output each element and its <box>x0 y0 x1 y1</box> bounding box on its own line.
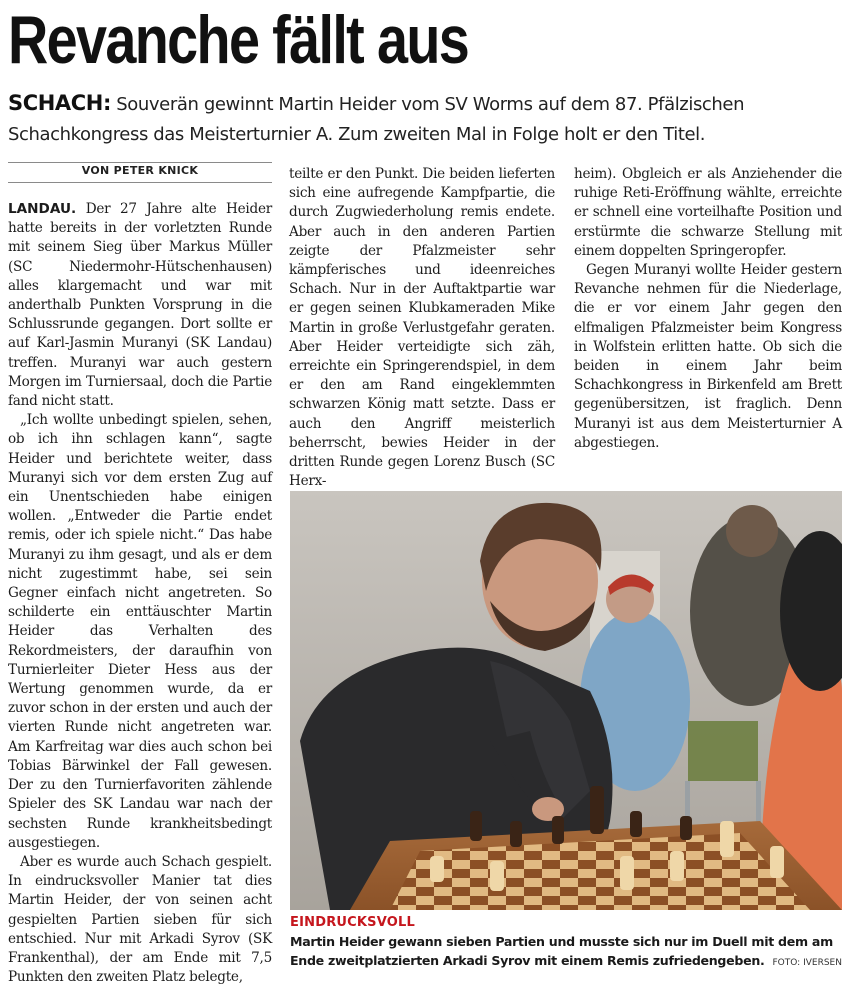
byline-rule-top <box>8 162 272 163</box>
paragraph-text: Der 27 Jahre alte Heider hatte bereits in der vorletzten Runde mit seinem Sieg über Markus Müller (SC Niedermohr-Hütschenhausen) alles klargemacht und war mit anderthalb Punkten Vorsprung in die Schlussrunde gegangen. Dort sollte er auf Karl-Jasmin Muranyi (SK Landau) treffen. Muranyi war auch gestern Morgen im Turniersaal, doch die Partie fand nicht statt. <box>8 201 272 410</box>
caption-text: Martin Heider gewann sieben Partien und musste sich nur im Duell mit dem am Ende zweitplatzierten Arkadi Syrov mit einem Remis zufriedengeben. <box>290 934 833 968</box>
dateline: LANDAU. <box>8 201 77 217</box>
article-column-1 <box>8 200 272 987</box>
subheadline-kicker: SCHACH: <box>8 91 111 115</box>
paragraph: Aber es wurde auch Schach gespielt. In eindrucksvoller Manier tat dies Martin Heider, der von seinen acht gespielten Partien sieben für sich entschied. Nur mit Arkadi Syrov (SK Frankenthal), der am Ende mit 7,5 Punkten den zweiten Platz belegte, <box>8 853 272 986</box>
chess-photo <box>290 491 842 910</box>
paragraph: Gegen Muranyi wollte Heider gestern Revanche nehmen für die Niederlage, die er vor einem Jahr gegen den elfmaligen Pfalzmeister beim Kongress in Wolfstein erlitten hatte. Ob sich die beiden in einem Jahr beim Schachkongress in Birkenfeld am Brett gegenübersitzen, ist fraglich. Denn Muranyi ist aus dem Meisterturnier A abgestiegen. <box>574 262 842 451</box>
subheadline-text-1: Souverän gewinnt Martin Heider vom SV Worms auf dem 87. Pfälzischen <box>116 94 745 115</box>
caption-kicker: EINDRUCKSVOLL <box>290 915 415 930</box>
subheadline <box>8 88 844 150</box>
article-column-2 <box>289 165 555 491</box>
photo-caption <box>290 932 846 973</box>
article-column-3 <box>574 165 842 453</box>
chess-player-illustration <box>290 491 842 910</box>
paragraph <box>8 200 272 411</box>
paragraph: „Ich wollte unbedingt spielen, sehen, ob ich ihn schlagen kann“, sagte Heider und berichtete weiter, dass Muranyi sich vor dem ersten Zug auf ein Unentschieden habe einigen wollen. „Entweder die Partie endet remis, oder ich spiele nicht.“ Das habe Muranyi zu ihm gesagt, und als er dem nicht zugestimmt habe, sei sein Gegner einfach nicht angetreten. So schilderte ein enttäuschter Martin Heider das Verhalten des Rekordmeisters, der daraufhin von Turnierleiter Dieter Hess aus der Wertung genommen wurde, da er zuvor schon in der ersten und auch der vierten Runde nicht angetreten war. Am Karfreitag war dies auch schon bei Tobias Bärwinkel der Fall gewesen. Der zu den Turnierfavoriten zählende Spieler des SK Landau war nach der sechsten Runde krankheitsbedingt ausgestiegen. <box>8 412 272 851</box>
paragraph: heim). Obgleich er als Anziehender die ruhige Reti-Eröffnung wählte, erreichte er schnell eine vorteilhafte Position und erstürmte die schwarze Stellung mit einem doppelten Springeropfer. <box>574 166 842 259</box>
paragraph: teilte er den Punkt. Die beiden lieferten sich eine aufregende Kampfpartie, die durch Zugwiederholung remis endete. Aber auch in den anderen Partien zeigte der Pfalzmeister sehr kämpferisches und ideenreiches Schach. Nur in der Auftaktpartie war er gegen seinen Klubkameraden Mike Martin in große Verlustgefahr geraten. Aber Heider verteidigte sich zäh, erreichte ein Springerendspiel, in dem er den am Rand eingeklemmten schwarzen König matt setzte. Dass er auch den Angriff meisterlich beherrscht, bewies Heider in der dritten Runde gegen Lorenz Busch (SC Herx- <box>289 166 555 490</box>
photo-credit: FOTO: IVERSEN <box>772 958 842 968</box>
byline-rule-bottom <box>8 182 272 183</box>
byline: VON PETER KNICK <box>81 164 199 177</box>
headline: Revanche fällt aus <box>8 2 469 78</box>
subheadline-text-2: Schachkongress das Meisterturnier A. Zum zweiten Mal in Folge holt er den Titel. <box>8 124 706 145</box>
